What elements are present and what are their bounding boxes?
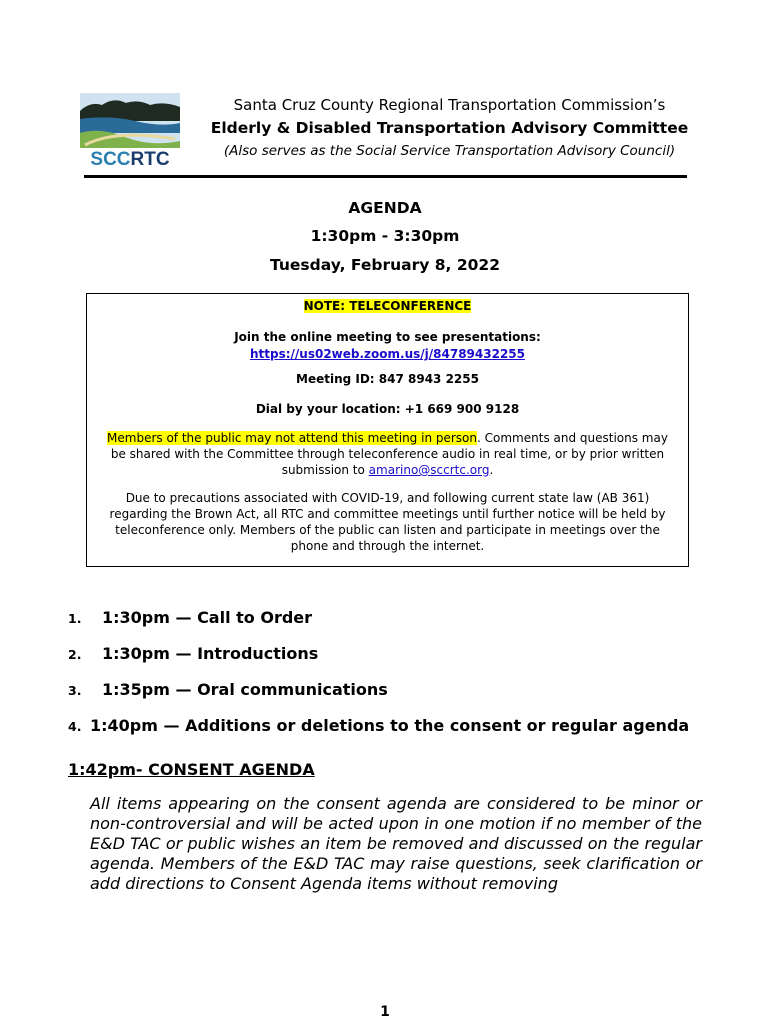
item-number: 1. <box>68 611 82 626</box>
consent-agenda-heading: 1:42pm- CONSENT AGENDA <box>68 760 315 779</box>
agenda-item <box>68 608 312 627</box>
committee-name: Elderly & Disabled Transportation Advisory Committee <box>210 119 689 137</box>
zoom-meeting-link[interactable]: https://us02web.zoom.us/j/84789432255 <box>249 347 525 361</box>
item-text: 1:35pm — Oral communications <box>102 680 388 699</box>
header-divider <box>84 175 687 178</box>
org-name: Santa Cruz County Regional Transportation Commission’s <box>233 96 666 114</box>
consent-agenda-description: All items appearing on the consent agenda are considered to be minor or non-controversial and will be acted upon in one motion if no member of the E&D TAC or public wishes an item be removed and discussed on the regular agenda. Members of the E&D TAC may raise questions, seek clarification or add directions to Consent Agenda items without removing <box>90 794 702 893</box>
logo-text: SCCRTC <box>90 149 170 168</box>
page-number: 1 <box>380 1004 390 1020</box>
agenda-item <box>68 716 689 735</box>
meeting-date: Tuesday, February 8, 2022 <box>270 256 500 274</box>
join-instructions: Join the online meeting to see presentations: <box>234 330 541 344</box>
item-text: 1:30pm — Call to Order <box>102 608 313 627</box>
public-comment-text: . Comments and questions may be shared with the Committee through teleconference audio in real time, or by prior written submission to <box>110 431 668 477</box>
agenda-item <box>68 680 388 699</box>
agenda-title: AGENDA <box>348 199 422 217</box>
teleconference-notice-box <box>86 293 689 567</box>
letterhead <box>192 94 707 162</box>
item-number: 4. <box>68 719 82 734</box>
teleconference-note: NOTE: TELECONFERENCE <box>303 299 472 313</box>
public-comment-end: . <box>489 463 494 477</box>
dial-in-number: Dial by your location: +1 669 900 9128 <box>255 402 520 416</box>
public-attendance-notice <box>101 430 674 478</box>
covid-notice: Due to precautions associated with COVID-19, and following current state law (AB 361) regarding the Brown Act, all RTC and committee meetings until further notice will be held by teleconference only. Members of the public can listen and participate in meetings over the phone and through the internet. <box>109 491 666 553</box>
committee-subtitle: (Also serves as the Social Service Transportation Advisory Council) <box>223 143 676 159</box>
item-text: 1:40pm — Additions or deletions to the consent or regular agenda <box>90 716 690 735</box>
item-number: 2. <box>68 647 82 662</box>
public-attendance-highlight: Members of the public may not attend this meeting in person <box>107 431 478 445</box>
agenda-item <box>68 644 318 663</box>
sccrtc-logo <box>80 93 180 168</box>
item-number: 3. <box>68 683 82 698</box>
item-text: 1:30pm — Introductions <box>102 644 319 663</box>
meeting-time: 1:30pm - 3:30pm <box>310 227 460 245</box>
email-link[interactable]: amarino@sccrtc.org <box>368 463 490 477</box>
meeting-id: Meeting ID: 847 8943 2255 <box>296 372 479 386</box>
